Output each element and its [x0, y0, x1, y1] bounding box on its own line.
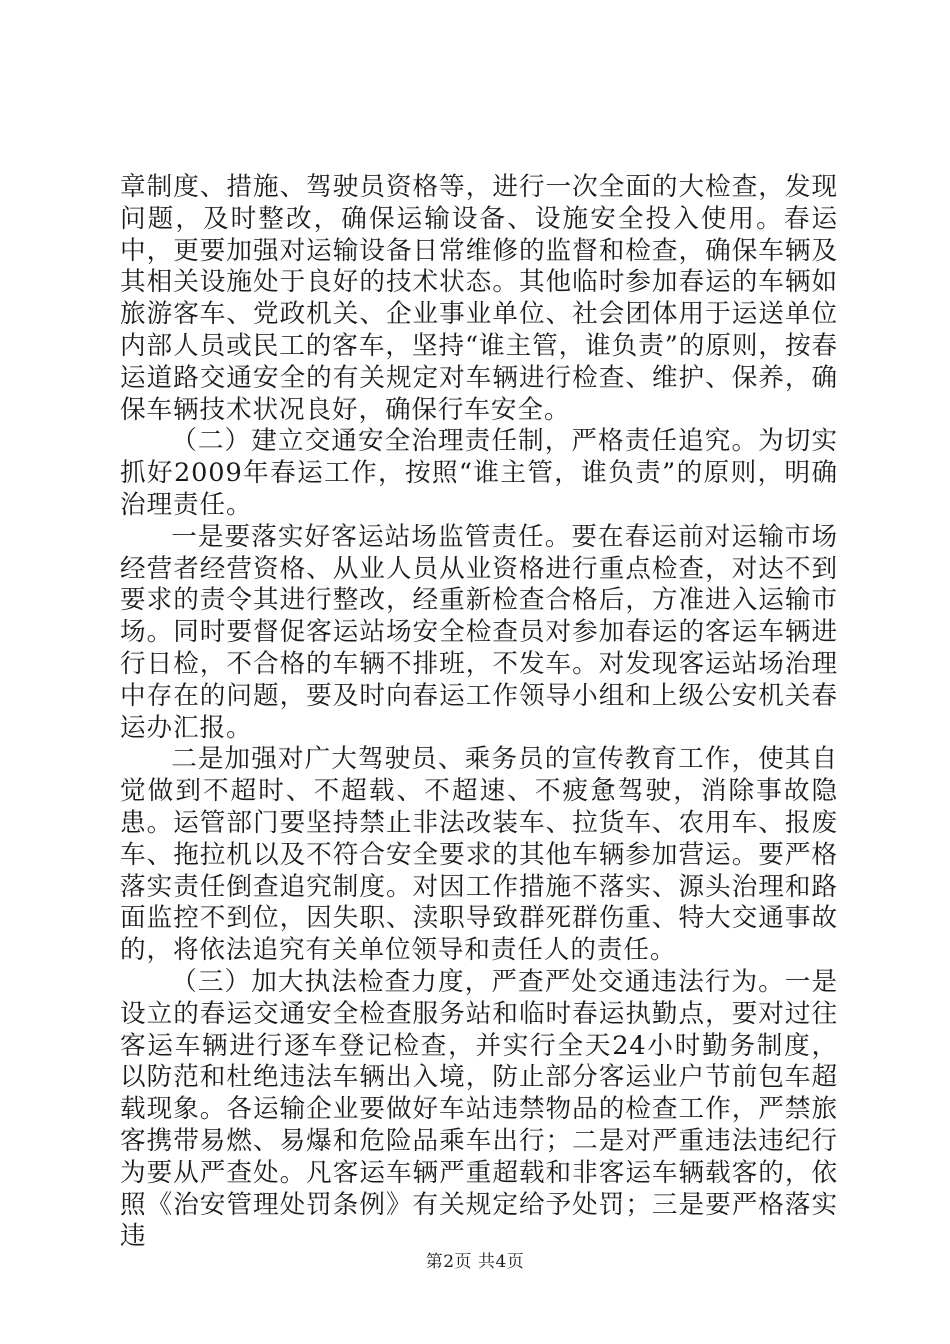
paragraph-5: （三）加大执法检查力度，严查严处交通违法行为。一是设立的春运交通安全检查服务站和临时春运执勤点，要对过往客运车辆进行逐车登记检查，并实行全天24小时勤务制度，以防范和杜绝违法车辆出入境，防止部分客运业户节前包车超载现象。各运输企业要做好车站违禁物品的检查工作，严禁旅客携带易燃、易爆和危险品乘车出行；二是对严重违法违纪行为要从严查处。凡客运车辆严重超载和非客运车辆载客的，依照《治安管理处罚条例》有关规定给予处罚；三是要严格落实违	[120, 966, 838, 1252]
paragraph-1: 章制度、措施、驾驶员资格等，进行一次全面的大检查，发现问题，及时整改，确保运输设备、设施安全投入使用。春运中，更要加强对运输设备日常维修的监督和检查，确保车辆及其相关设施处于良好的技术状态。其他临时参加春运的车辆如旅游客车、党政机关、企业事业单位、社会团体用于运送单位内部人员或民工的客车，坚持“谁主管，谁负责”的原则，按春运道路交通安全的有关规定对车辆进行检查、维护、保养，确保车辆技术状况良好，确保行车安全。	[120, 172, 838, 425]
paragraph-3: 一是要落实好客运站场监管责任。要在春运前对运输市场经营者经营资格、从业人员从业资格进行重点检查，对达不到要求的责令其进行整改，经重新检查合格后，方准进入运输市场。同时要督促客运站场安全检查员对参加春运的客运车辆进行日检，不合格的车辆不排班，不发车。对发现客运站场治理中存在的问题，要及时向春运工作领导小组和上级公安机关春运办汇报。	[120, 521, 838, 743]
paragraph-2: （二）建立交通安全治理责任制，严格责任追究。为切实抓好2009年春运工作，按照“谁主管，谁负责”的原则，明确治理责任。	[120, 426, 838, 520]
paragraph-4: 二是加强对广大驾驶员、乘务员的宣传教育工作，使其自觉做到不超时、不超载、不超速、不疲惫驾驶，消除事故隐患。运管部门要坚持禁止非法改装车、拉货车、农用车、报废车、拖拉机以及不符合安全要求的其他车辆参加营运。要严格落实责任倒查追究制度。对因工作措施不落实、源头治理和路面监控不到位，因失职、渎职导致群死群伤重、特大交通事故的，将依法追究有关单位领导和责任人的责任。	[120, 744, 838, 966]
document-body	[120, 172, 838, 1253]
page-footer: 第2页 共4页	[425, 1252, 525, 1272]
